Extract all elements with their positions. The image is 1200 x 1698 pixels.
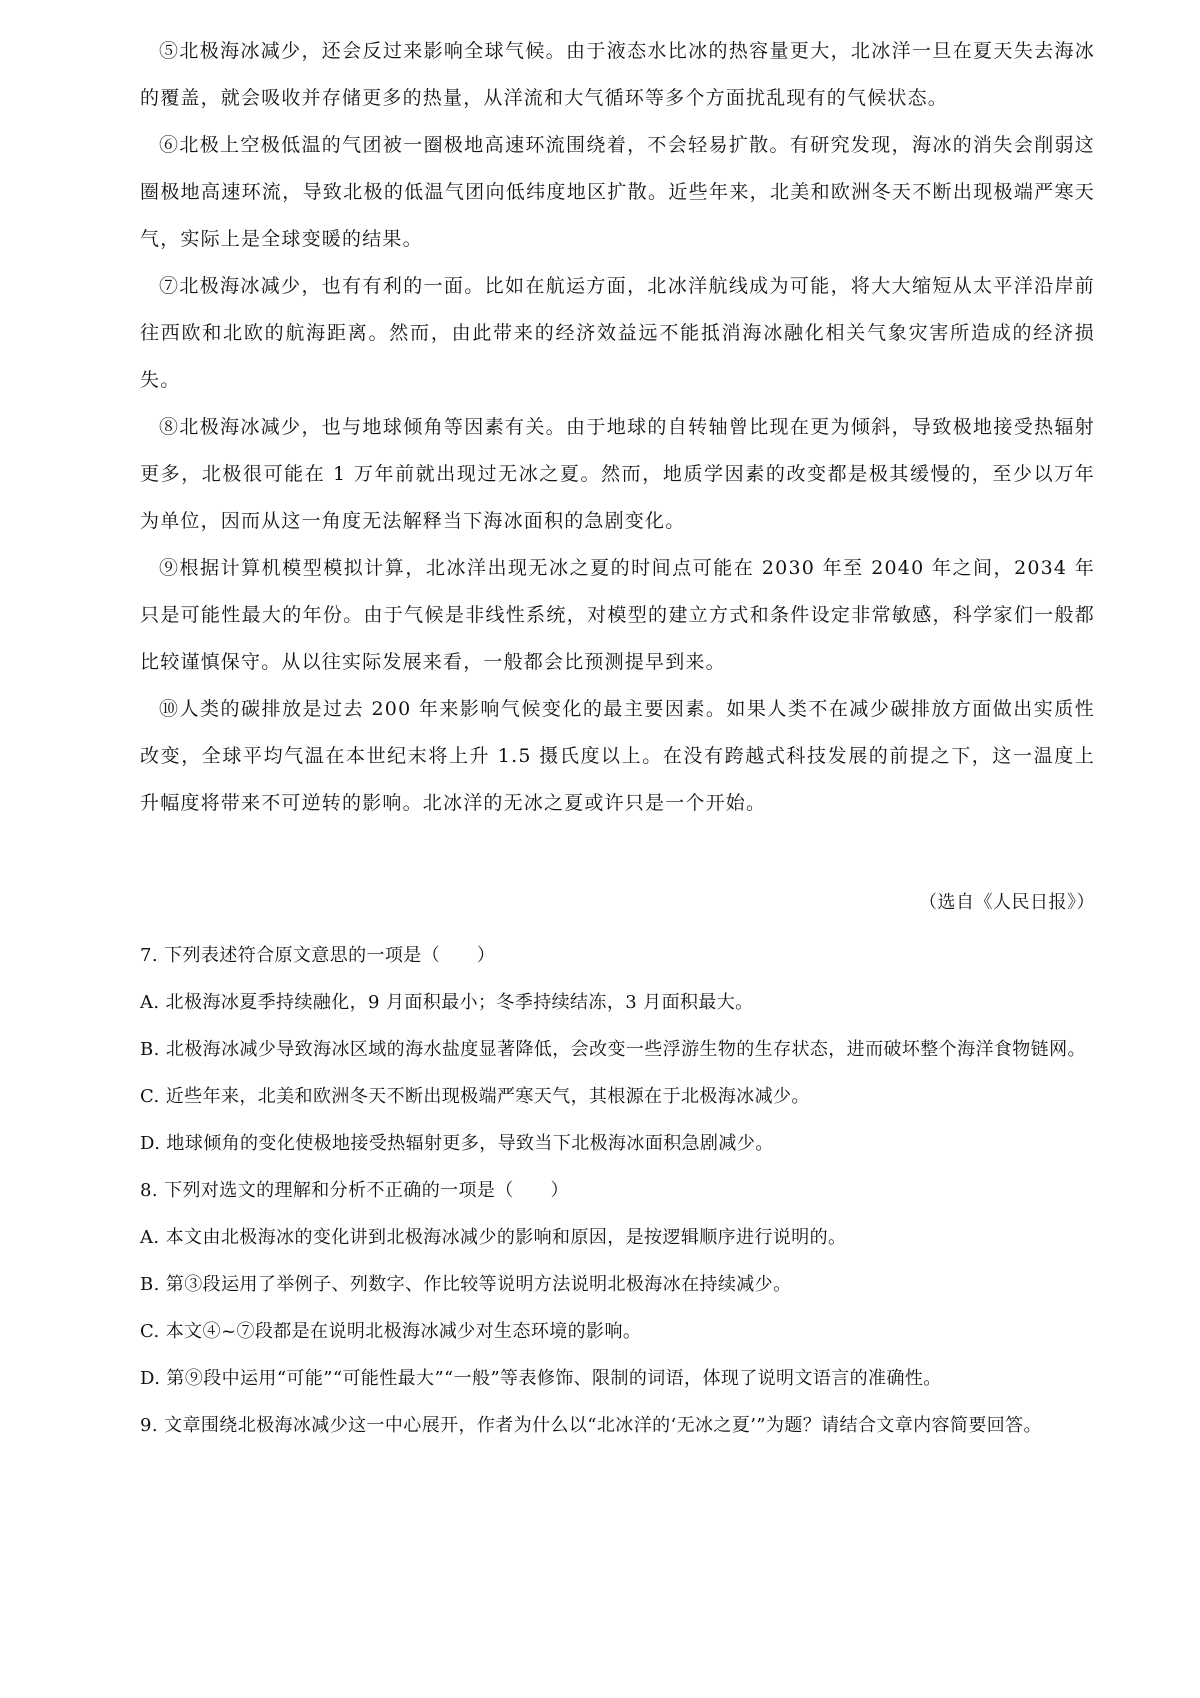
paragraph-8: ⑧北极海冰减少，也与地球倾角等因素有关。由于地球的自转轴曾比现在更为倾斜，导致极地接受热辐射更多，北极很可能在 1 万年前就出现过无冰之夏。然而，地质学因素的改变都是极其缓慢的，至少以万年为单位，因而从这一角度无法解释当下海冰面积的急剧变化。 [140,416,1095,532]
paragraph-5: ⑤北极海冰减少，还会反过来影响全球气候。由于液态水比冰的热容量更大，北冰洋一旦在夏天失去海冰的覆盖，就会吸收并存储更多的热量，从洋流和大气循环等多个方面扰乱现有的气候状态。 [140,40,1095,109]
question-9-stem: 9. 文章围绕北极海冰减少这一中心展开，作者为什么以“北冰洋的‘无冰之夏’”为题？请结合文章内容简要回答。 [140,1415,1042,1436]
paragraph-9: ⑨根据计算机模型模拟计算，北冰洋出现无冰之夏的时间点可能在 2030 年至 2040 年之间，2034 年只是可能性最大的年份。由于气候是非线性系统，对模型的建立方式和条件设定非常敏感，科学家们一般都比较谨慎保守。从以往实际发展来看，一般都会比预测提早到来。 [140,557,1095,673]
question-7-stem: 7. 下列表述符合原文意思的一项是（ ） [140,945,496,966]
paragraph-6: ⑥北极上空极低温的气团被一圈极地高速环流围绕着，不会轻易扩散。有研究发现，海冰的消失会削弱这圈极地高速环流，导致北极的低温气团向低纬度地区扩散。近些年来，北美和欧洲冬天不断出现极端严寒天气，实际上是全球变暖的结果。 [140,134,1095,250]
article-body [140,28,1095,827]
question-8-option-c: C. 本文④~⑦段都是在说明北极海冰减少对生态环境的影响。 [140,1321,642,1342]
question-7-option-a: A. 北极海冰夏季持续融化，9 月面积最小；冬季持续结冻，3 月面积最大。 [140,992,754,1013]
question-7-option-d: D. 地球倾角的变化使极地接受热辐射更多，导致当下北极海冰面积急剧减少。 [140,1133,774,1154]
questions-section [140,932,1098,1449]
question-8-option-d: D. 第⑨段中运用“可能”“可能性最大”“一般”等表修饰、限制的词语，体现了说明文语言的准确性。 [140,1368,942,1389]
question-8-option-b: B. 第③段运用了举例子、列数字、作比较等说明方法说明北极海冰在持续减少。 [140,1274,792,1295]
question-7-option-c: C. 近些年来，北美和欧洲冬天不断出现极端严寒天气，其根源在于北极海冰减少。 [140,1086,810,1107]
paragraph-10: ⑩人类的碳排放是过去 200 年来影响气候变化的最主要因素。如果人类不在减少碳排放方面做出实质性改变，全球平均气温在本世纪末将上升 1.5 摄氏度以上。在没有跨越式科技发展的前提之下，这一温度上升幅度将带来不可逆转的影响。北冰洋的无冰之夏或许只是一个开始。 [140,698,1095,814]
question-7-option-b: B. 北极海冰减少导致海冰区域的海水盐度显著降低，会改变一些浮游生物的生存状态，进而破坏整个海洋食物链网。 [140,1039,1086,1060]
question-8-option-a: A. 本文由北极海冰的变化讲到北极海冰减少的影响和原因，是按逻辑顺序进行说明的。 [140,1227,847,1248]
article-source: （选自《人民日报》） [919,892,1095,913]
question-8-stem: 8. 下列对选文的理解和分析不正确的一项是（ ） [140,1180,569,1201]
paragraph-7: ⑦北极海冰减少，也有有利的一面。比如在航运方面，北冰洋航线成为可能，将大大缩短从太平洋沿岸前往西欧和北欧的航海距离。然而，由此带来的经济效益远不能抵消海冰融化相关气象灾害所造成的经济损失。 [140,275,1095,391]
